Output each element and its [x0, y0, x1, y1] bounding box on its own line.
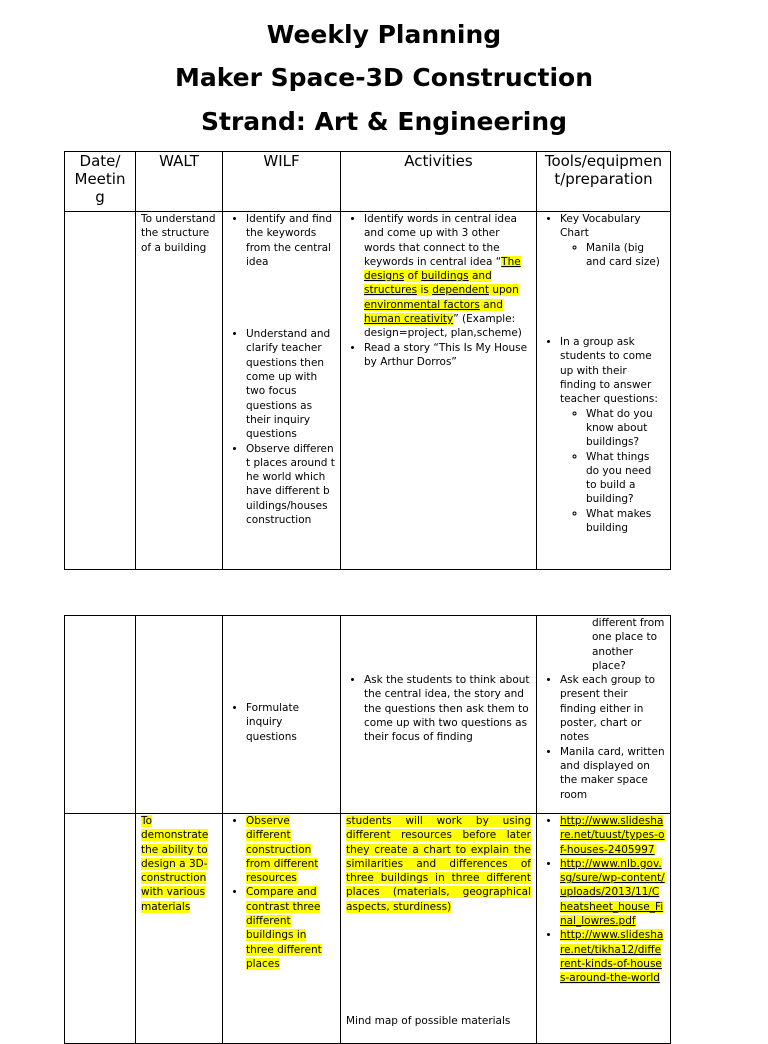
- tools-subitem: ◦ What do you know about buildings?: [586, 407, 665, 450]
- planning-table-2: [64, 615, 671, 1044]
- resource-link[interactable]: • http://www.nlb.gov.sg/sure/wp-content/uploads/2013/11/Cheatsheet_house_Final_lowres.pdf: [560, 857, 665, 928]
- date-cell: [65, 212, 136, 570]
- tools-cell: [537, 616, 671, 814]
- walt-cell: [136, 616, 223, 814]
- walt-text: To understand the structure of a building: [141, 213, 216, 254]
- activities-text-2: Mind map of possible materials: [346, 1015, 511, 1028]
- date-cell: [65, 814, 136, 1044]
- header-wilf: WILF: [223, 152, 341, 212]
- wilf-cell: [223, 212, 341, 570]
- tools-item: • In a group ask students to come up with their finding to answer teacher questions: ◦ What do you know about buildings? ◦ What things do you need to build a building? ◦ What makes building: [560, 335, 665, 535]
- wilf-item: • Observe different construction from different resources: [246, 814, 335, 885]
- tools-continued: different from one place to another place?: [592, 617, 665, 672]
- wilf-item: • Formulate inquiry questions: [246, 701, 335, 744]
- header-date: Date/ Meeting: [65, 152, 136, 212]
- title-line-1: Weekly Planning: [266, 20, 502, 49]
- wilf-cell: [223, 814, 341, 1044]
- tools-subitem: ◦ What things do you need to build a building?: [586, 450, 665, 507]
- resource-link[interactable]: • http://www.slideshare.net/tuust/types-of-houses-2405997: [560, 814, 665, 857]
- wilf-item: • Identify and find the keywords from the central idea: [246, 212, 335, 269]
- wilf-cell: [223, 616, 341, 814]
- date-cell: [65, 616, 136, 814]
- table-header-row: [65, 152, 671, 212]
- wilf-item: • Observe different places around the world which have different buildings/houses construction: [246, 442, 335, 528]
- header-tools: Tools/equipment/preparation: [537, 152, 671, 212]
- header-walt: WALT: [136, 152, 223, 212]
- tools-subitem: ◦ Manila (big and card size): [586, 241, 665, 270]
- activities-text: students will work by using different resources before later they create a chart to explain the similarities and differences of three buildings in three different places (materials, geographical aspects, sturdiness): [346, 815, 531, 913]
- table-row: [65, 616, 671, 814]
- wilf-item: • Understand and clarify teacher questions then come up with two focus questions as their inquiry questions: [246, 327, 335, 441]
- tools-item: • Ask each group to present their finding either in poster, chart or notes: [560, 673, 665, 744]
- walt-cell: [136, 814, 223, 1044]
- walt-text: To demonstrate the ability to design a 3D-construction with various materials: [141, 815, 209, 913]
- activities-cell: [341, 814, 537, 1044]
- activities-cell: [341, 616, 537, 814]
- tools-cell: [537, 212, 671, 570]
- activity-item: • Read a story “This Is My House by Arthur Dorros”: [364, 341, 531, 370]
- tools-item: • Key Vocabulary Chart ◦ Manila (big and card size): [560, 212, 665, 269]
- header-activities: Activities: [341, 152, 537, 212]
- activities-cell: [341, 212, 537, 570]
- table-row: [65, 814, 671, 1044]
- title-line-2: Maker Space-3D Construction: [174, 63, 594, 92]
- tools-cell: [537, 814, 671, 1044]
- title-line-3: Strand: Art & Engineering: [200, 107, 568, 136]
- wilf-item: • Compare and contrast three different buildings in three different places: [246, 885, 335, 971]
- tools-subitem: ◦ What makes building: [586, 507, 665, 536]
- tools-item: • Manila card, written and displayed on the maker space room: [560, 745, 665, 802]
- activity-item: • Identify words in central idea and come up with 3 other words that connect to the keywords in central idea “The designs of buildings and structures is dependent upon environmental factors and human creativity” (Example: design=project, plan,scheme): [364, 212, 531, 341]
- planning-table-1: [64, 151, 671, 570]
- walt-cell: [136, 212, 223, 570]
- table-row: [65, 212, 671, 570]
- resource-link[interactable]: • http://www.slideshare.net/tikha12/different-kinds-of-houses-around-the-world: [560, 928, 665, 985]
- activity-item: • Ask the students to think about the central idea, the story and the questions then ask them to come up with two questions as their focus of finding: [364, 673, 531, 744]
